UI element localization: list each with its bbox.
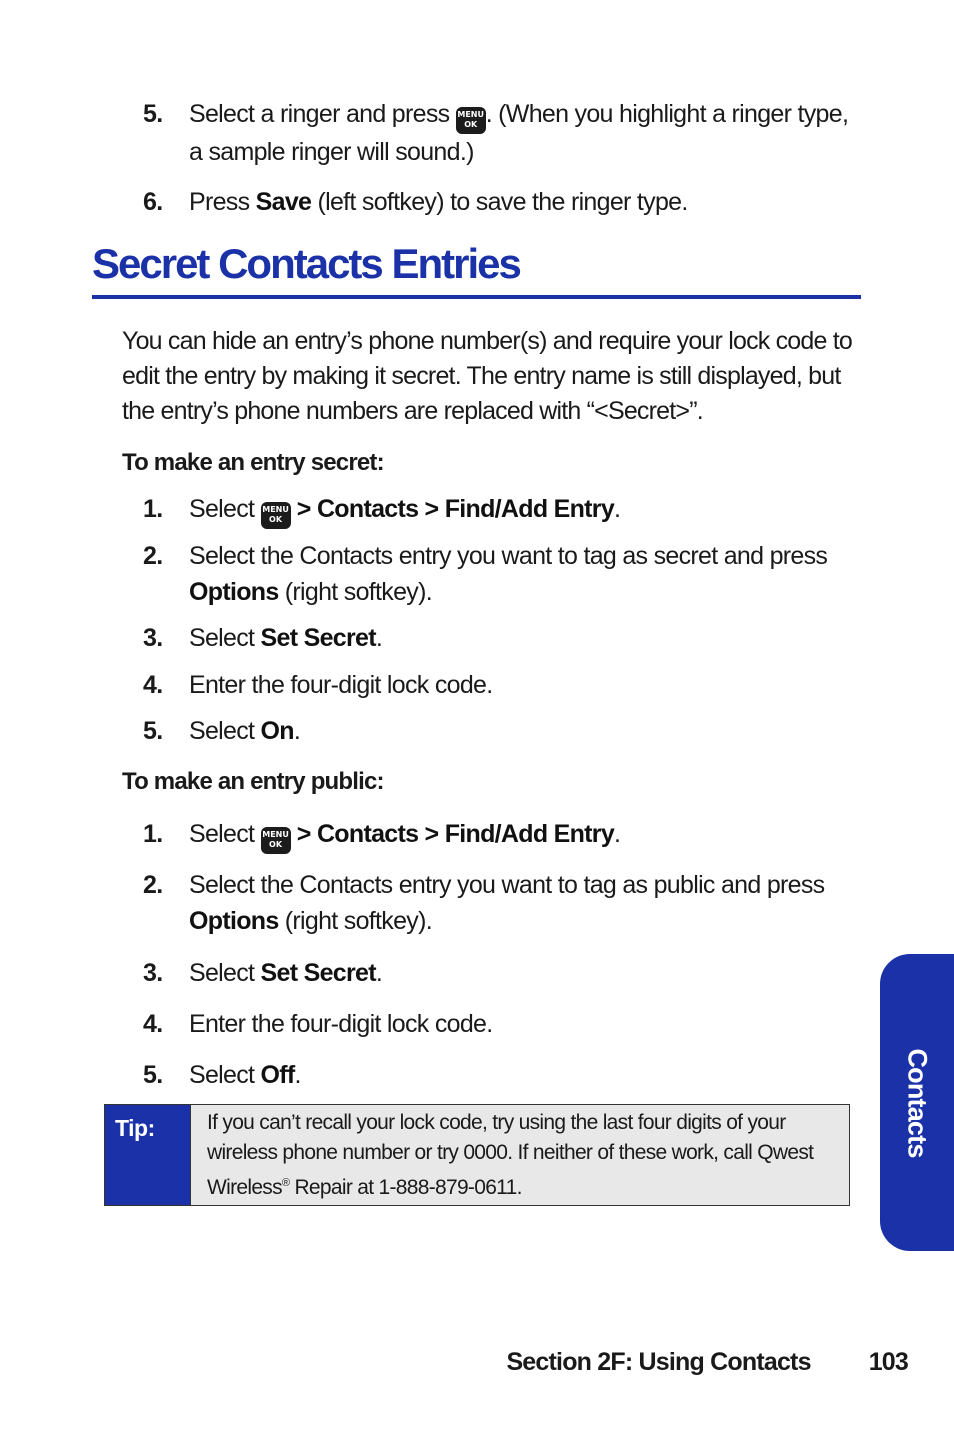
step-number: 5. [143,100,163,128]
footer-section-title: Section 2F: Using Contacts [506,1348,811,1376]
step-text: Select [189,1061,255,1089]
step-number: 3. [143,959,163,987]
softkey-label: Save [255,188,312,216]
step-text: Select [189,959,255,987]
step-text-after: . [375,624,383,652]
public-subheading: To make an entry public: [122,768,384,795]
softkey-label: Options [189,578,279,606]
step-text: Select a ringer and press [189,100,450,128]
step-number: 4. [143,1010,163,1038]
step-text: Press [189,188,250,216]
tip-label: Tip: [105,1105,191,1205]
section-side-tab [880,954,954,1251]
menu-path: > Contacts > Find/Add Entry [296,820,615,848]
step-text: Select [189,820,255,848]
step-text: Enter the four-digit lock code. [189,671,493,699]
step-number: 5. [143,717,163,745]
page-footer [506,1348,908,1377]
title-divider [92,295,861,299]
intro-paragraph: You can hide an entry’s phone number(s) and require your lock code to edit the entry by making it secret. The entry name is still displayed, but the entry’s phone numbers are replaced with “<Secret>”. [122,327,853,425]
side-tab-label: Contacts [902,1047,933,1158]
step-number: 6. [143,188,163,216]
step-text-after: (left softkey) to save the ringer type. [317,188,688,216]
menu-option: On [260,717,294,745]
tip-text: If you can’t recall your lock code, try using the last four digits of your wireless phone number or try 0000. If neither of these work, call Qwest Wireless® Repair at 1-888-879-0611. [191,1105,849,1205]
step-text: Select [189,717,255,745]
registered-mark: ® [281,1177,290,1189]
step-text: Select the Contacts entry you want to tag as secret and press [189,542,828,570]
step-number: 1. [143,820,163,848]
step-text-after: . [614,820,621,848]
menu-ok-key-icon: MENU OK [456,107,486,134]
step-number: 2. [143,871,163,899]
tip-box [104,1104,850,1206]
menu-option: Set Secret [260,624,376,652]
menu-ok-key-icon: MENU OK [261,502,291,529]
step-text: Select [189,624,255,652]
step-text-after: . [614,495,621,523]
step-number: 4. [143,671,163,699]
softkey-label: Options [189,907,279,935]
step-text: Enter the four-digit lock code. [189,1010,493,1038]
page-title: Secret Contacts Entries [92,240,520,287]
step-text: Select the Contacts entry you want to tag as public and press [189,871,825,899]
menu-option: Off [260,1061,295,1089]
page-number: 103 [868,1348,908,1376]
step-text-after: . [375,959,383,987]
step-text-after: (right softkey). [284,578,432,606]
menu-ok-key-icon: MENU OK [261,827,291,854]
step-number: 1. [143,495,163,523]
step-text-after: . (When you highlight a ringer type, a sample ringer will sound.) [189,100,849,166]
menu-option: Set Secret [260,959,376,987]
step-text-after: . [294,1061,301,1089]
step-number: 5. [143,1061,163,1089]
menu-path: > Contacts > Find/Add Entry [296,495,615,523]
step-text: Select [189,495,255,523]
step-text-after: (right softkey). [284,907,432,935]
step-text-after: . [293,717,301,745]
secret-subheading: To make an entry secret: [122,449,384,476]
step-number: 3. [143,624,163,652]
step-number: 2. [143,542,163,570]
